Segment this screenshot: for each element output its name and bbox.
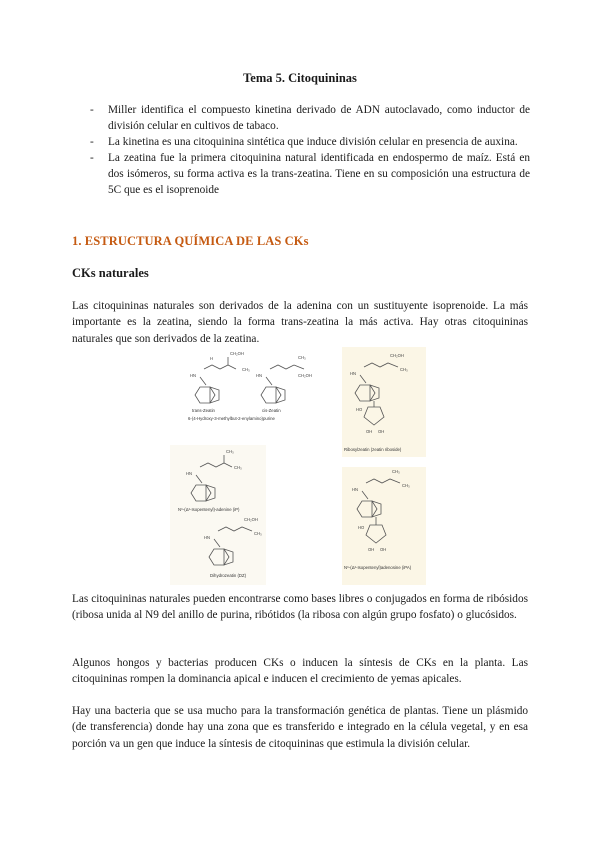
caption-trans-zeatin: trans-Zeatin (192, 408, 215, 413)
subheading: CKs naturales (72, 266, 149, 280)
svg-text:HN: HN (352, 487, 359, 492)
svg-text:HN: HN (350, 371, 357, 376)
svg-text:CH₂OH: CH₂OH (390, 353, 404, 358)
svg-text:HN: HN (256, 373, 263, 378)
caption-ipa: N⁶-(Δ²-Isopentenyl)adenosine (iPA) (344, 565, 412, 570)
svg-text:OH: OH (380, 547, 387, 552)
bullet-item: - Miller identifica el compuesto kinetina derivado de ADN autoclavado, como inductor de división celular en cultivos de tabaco. (90, 102, 530, 134)
svg-text:OH: OH (366, 429, 373, 434)
panel-ribosylzeatin (342, 347, 426, 457)
caption-ribosylzeatin: Ribosylzeatin (zeatin riboside) (344, 447, 402, 452)
svg-text:CH₂OH: CH₂OH (230, 351, 244, 356)
panel-zeatin (170, 345, 338, 440)
page-title: Tema 5. Citoquininas (243, 71, 357, 85)
svg-text:CH₂OH: CH₂OH (244, 517, 258, 522)
paragraph: Hay una bacteria que se usa mucho para la transformación genética de plantas. Tiene un plásmido (de transferencia) donde hay una zona que es transferido e integrado en la célula vegetal, y en esa porción va un gen que induce la síntesis de citoquininas que estimula la división celular. (72, 705, 528, 750)
svg-text:HN: HN (186, 471, 193, 476)
paragraph: Algunos hongos y bacterias producen CKs o inducen la síntesis de CKs en la planta. Las citoquininas rompen la dominancia apical e inducen el crecimiento de yemas apicales. (72, 657, 528, 686)
section-heading: 1. ESTRUCTURA QUÍMICA DE LAS CKs (72, 234, 309, 248)
svg-text:HO: HO (358, 525, 365, 530)
caption-ip: N⁶-(Δ²-Isopentenyl)-adenine (iP) (178, 507, 240, 512)
svg-text:HN: HN (204, 535, 211, 540)
svg-text:CH₂OH: CH₂OH (298, 373, 312, 378)
svg-text:CH₃: CH₃ (402, 483, 410, 488)
svg-text:CH₃: CH₃ (254, 531, 262, 536)
paragraph: Las citoquininas naturales son derivados de la adenina con un sustituyente isoprenoide. La más importante es la zeatina, siendo la forma trans-zeatina la más activa. Hay otras citoquininas naturales que son derivados de la zeatina. (72, 300, 528, 345)
bullet-item: - La zeatina fue la primera citoquinina natural identificada en endospermo de maíz. Está en dos isómeros, su forma activa es la trans-zeatina. Tiene en su composición una estructura de 5C que es el isoprenoide (90, 150, 530, 198)
svg-text:CH₃: CH₃ (392, 469, 400, 474)
svg-text:CH₃: CH₃ (226, 449, 234, 454)
svg-text:CH₃: CH₃ (242, 367, 250, 372)
svg-text:OH: OH (378, 429, 385, 434)
paragraph: Las citoquininas naturales pueden encontrarse como bases libres o conjugados en forma de ribósidos (ribosa unida al N9 del anillo de purina, ribótidos (la ribosa con algún grupo fosfato) o glucósidos. (72, 593, 528, 622)
svg-text:HO: HO (356, 407, 363, 412)
structures-svg (170, 345, 432, 585)
caption-cis-zeatin: cis-Zeatin (262, 408, 281, 413)
svg-text:OH: OH (368, 547, 375, 552)
caption-zeatin-full: 6-(4-Hydroxy-3-methylbut-2-enylamino)purine (188, 416, 275, 421)
intro-bullet-list (90, 102, 530, 198)
svg-text:CH₃: CH₃ (298, 355, 306, 360)
bullet-item: - La kinetina es una citoquinina sintética que induce división celular en presencia de auxina. (90, 134, 530, 150)
caption-dz: Dihydrozeatin (DZ) (210, 573, 247, 578)
svg-text:HN: HN (190, 373, 197, 378)
svg-text:CH₃: CH₃ (400, 367, 408, 372)
svg-text:CH₃: CH₃ (234, 465, 242, 470)
svg-text:H: H (210, 356, 214, 361)
cytokinin-structures-figure (170, 345, 432, 585)
